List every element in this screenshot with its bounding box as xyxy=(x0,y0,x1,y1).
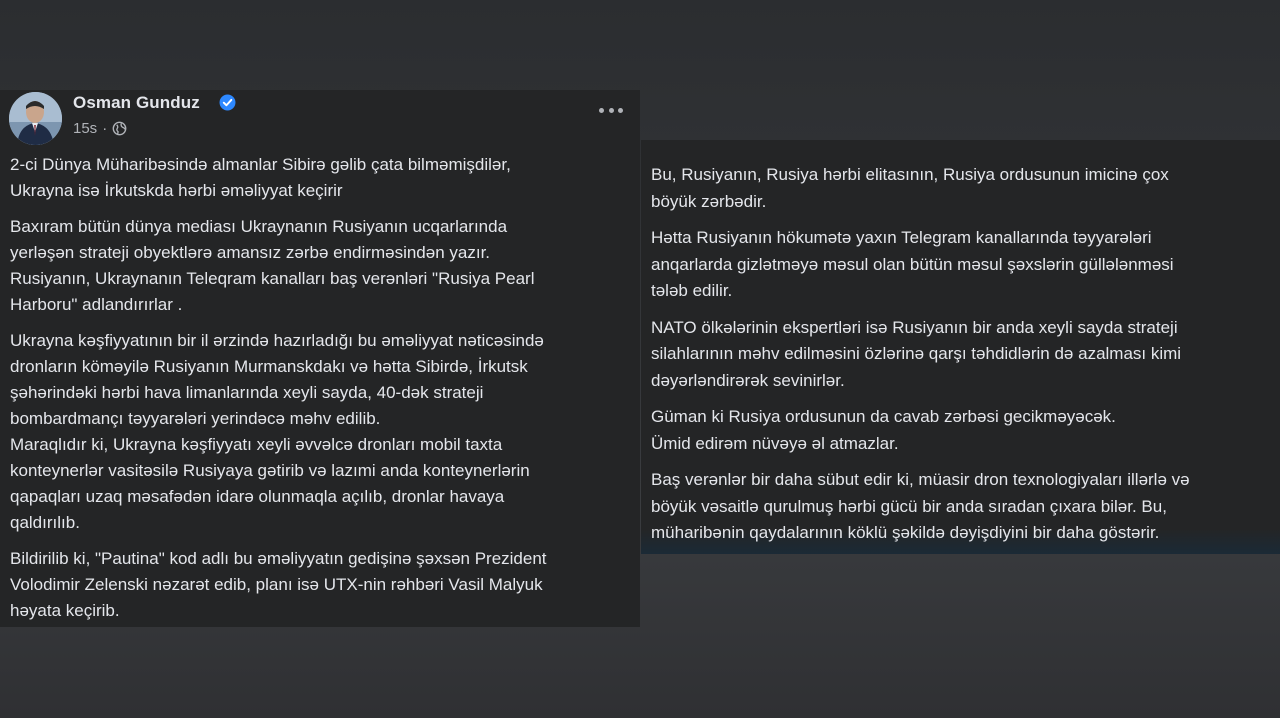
verified-badge-icon xyxy=(219,94,236,111)
post-body-right-clip xyxy=(641,152,1280,554)
dot xyxy=(599,108,604,113)
dot xyxy=(609,108,614,113)
post-header xyxy=(9,92,640,148)
post-body-left xyxy=(10,152,630,634)
meta-separator: · xyxy=(102,120,108,137)
post-card-left xyxy=(0,90,640,627)
post-paragraph: Baş verənlər bir daha sübut edir ki, müasir dron texnologiyaları illərlə və böyük vəsaitlə qurulmuş hərbi gücü bir anda sıradan çıxara bilər. Bu, müharibənin qaydalarının köklü şəkildə dəyişdiyini bir daha göstərir. xyxy=(651,470,1190,542)
dot xyxy=(618,108,623,113)
post-paragraph: NATO ölkələrinin ekspertləri isə Rusiyanın bir anda xeyli sayda strateji silahlarının məhv edilməsini özlərinə qarşı təhdidlərin də azalması kimi dəyərləndirərək sevinirlər. xyxy=(651,317,1182,390)
post-paragraph: Bu, Rusiyanın, Rusiya hərbi elitasının, Rusiya ordusunun imicinə çox böyük zərbədir. xyxy=(651,165,1169,211)
avatar-image xyxy=(9,92,62,145)
post-card-right xyxy=(641,140,1280,554)
author-avatar[interactable] xyxy=(9,92,62,145)
post-paragraph: Baxıram bütün dünya mediası Ukraynanın Rusiyanın ucqarlarında yerləşən strateji obyektlərə amansız zərbə endirməsindən yazır. Rusiyanın, Ukraynanın Teleqram kanalları baş verənləri "Rusiya Pearl Harboru" adlandırırlar . xyxy=(10,217,535,314)
post-paragraph: Hətta Rusiyanın hökumətə yaxın Telegram kanallarında təyyarələri anqarlarda gizlətməyə məsul olan bütün məsul şəxslərin güllələnməsi tələb edilir. xyxy=(651,228,1174,300)
author-name[interactable]: Osman Gunduz xyxy=(73,93,200,112)
globe-icon[interactable] xyxy=(112,121,127,136)
post-body-right xyxy=(651,162,1270,554)
post-meta xyxy=(73,120,127,137)
post-paragraph: Güman ki Rusiya ordusunun da cavab zərbəsi gecikməyəcək. Ümid edirəm nüvəyə əl atmazlar. xyxy=(651,407,1116,453)
more-options-icon[interactable] xyxy=(599,102,623,118)
post-paragraph: Bildirilib ki, "Pautina" kod adlı bu əməliyyatın gedişinə şəxsən Prezident Volodimir Zelenski nəzarət edib, planı isə UTX-nin rəhbəri Vasil Malyuk həyata keçirib. xyxy=(10,549,547,620)
post-paragraph: 2-ci Dünya Müharibəsində almanlar Sibirə gəlib çata bilməmişdilər, Ukrayna isə İrkutskda hərbi əməliyyat keçirir xyxy=(10,155,511,200)
post-time[interactable]: 15s xyxy=(73,120,98,137)
post-paragraph: Ukrayna kəşfiyyatının bir il ərzində hazırladığı bu əməliyyat nəticəsində dronların köməyilə Rusiyanın Murmanskdakı və hətta Sibirdə, İrkutsk şəhərindəki hərbi hava limanlarında xeyli sayda, 40-dək strateji bombardmançı təyyarələri yerindəcə məhv edilib. Maraqlıdır ki, Ukrayna kəşfiyyatı xeyli əvvəlcə dronları mobil taxta konteynerlər vasitəsilə Rusiyaya gətirib və lazımi anda konteynerlərin qapaqları uzaq məsafədən idarə olunmaqla açılıb, dronlar havaya qaldırılıb. xyxy=(10,331,544,532)
